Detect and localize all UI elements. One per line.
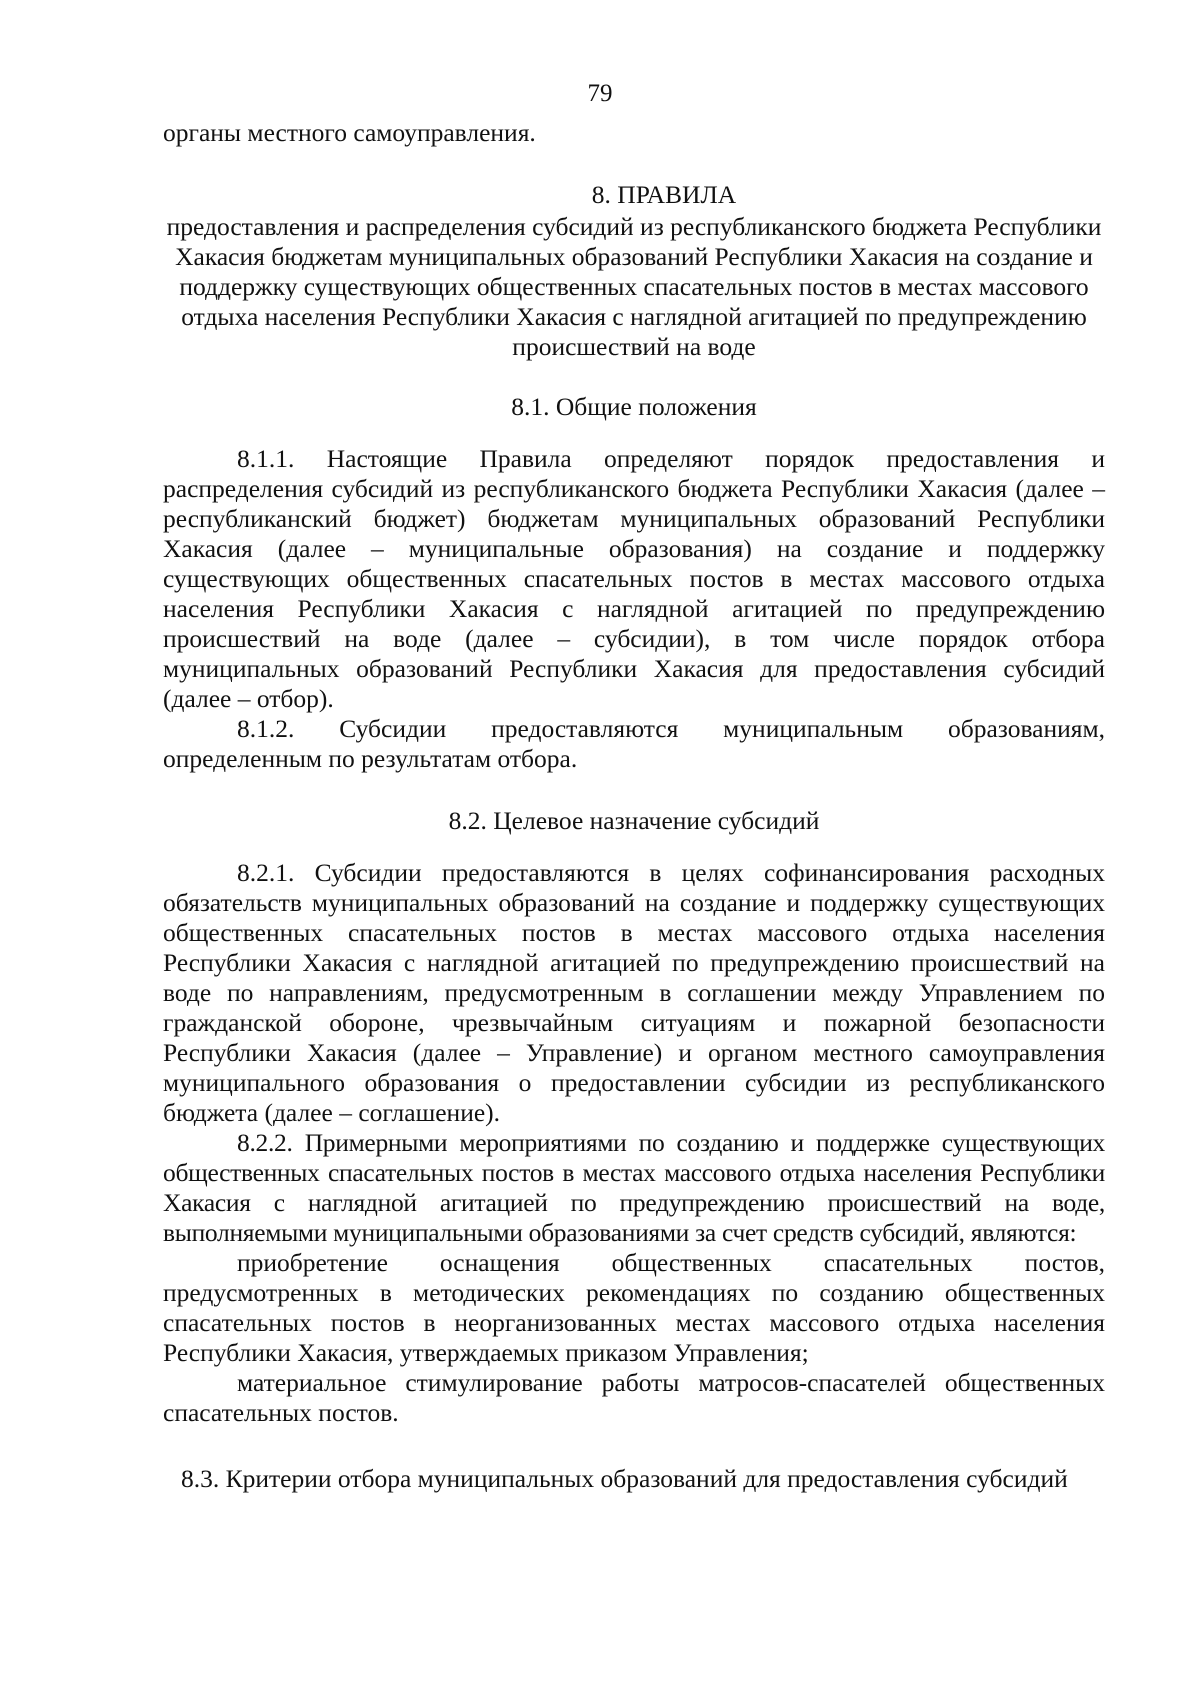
section-heading-8-3: 8.3. Критерии отбора муниципальных образований для предоставления субсидий xyxy=(181,1464,1068,1493)
paragraph-8-2-2: 8.2.2. Примерными мероприятиями по созданию и поддержке существующих общественных спасательных постов в местах массового отдыха населения Республики Хакасия с наглядной агитацией по предупреждению происшествий на воде, выполняемыми муниципальными образованиями за счет средств субсидий, являются: xyxy=(163,1128,1105,1247)
paragraph-8-1-1: 8.1.1. Настоящие Правила определяют порядок предоставления и распределения субсидий из республиканского бюджета Республики Хакасия (далее – республиканский бюджет) бюджетам муниципальных образований Республики Хакасия (далее – муниципальные образования) на создание и поддержку существующих общественных спасательных постов в местах массового отдыха населения Республики Хакасия с наглядной агитацией по предупреждению происшествий на воде (далее – субсидии), в том числе порядок отбора муниципальных образований Республики Хакасия для предоставления субсидий (далее – отбор). xyxy=(163,444,1105,713)
document-title-body: предоставления и распределения субсидий из республиканского бюджета Республики Хакасия бюджетам муниципальных образований Республики Хакасия на создание и поддержку существующих общественных спасательных постов в местах массового отдыха населения Республики Хакасия с наглядной агитацией по предупреждению происшествий на воде xyxy=(166,212,1102,361)
page-number: 79 xyxy=(587,80,613,107)
paragraph-8-2-2-item-incentives: материальное стимулирование работы матросов-спасателей общественных спасательных постов. xyxy=(163,1368,1105,1427)
document-body xyxy=(163,118,1105,1494)
intro-text: органы местного самоуправления. xyxy=(163,118,536,147)
document-title-number: 8. ПРАВИЛА xyxy=(591,180,737,209)
paragraph-8-2-2-item-equipment: приобретение оснащения общественных спасательных постов, предусмотренных в методических рекомендациях по созданию общественных спасательных постов в неорганизованных местах массового отдыха населения Республики Хакасия, утверждаемых приказом Управления; xyxy=(163,1248,1105,1367)
section-heading-8-2: 8.2. Целевое назначение субсидий xyxy=(448,806,820,835)
paragraph-8-2-1: 8.2.1. Субсидии предоставляются в целях софинансирования расходных обязательств муниципальных образований на создание и поддержку существующих общественных спасательных постов в местах массового отдыха населения Республики Хакасия с наглядной агитацией по предупреждению происшествий на воде по направлениям, предусмотренным в соглашении между Управлением по гражданской обороне, чрезвычайным ситуациям и пожарной безопасности Республики Хакасия (далее – Управление) и органом местного самоуправления муниципального образования о предоставлении субсидии из республиканского бюджета (далее – соглашение). xyxy=(163,858,1105,1127)
section-heading-8-1: 8.1. Общие положения xyxy=(511,392,757,421)
paragraph-8-1-2: 8.1.2. Субсидии предоставляются муниципальным образованиям, определенным по результатам отбора. xyxy=(163,714,1105,773)
